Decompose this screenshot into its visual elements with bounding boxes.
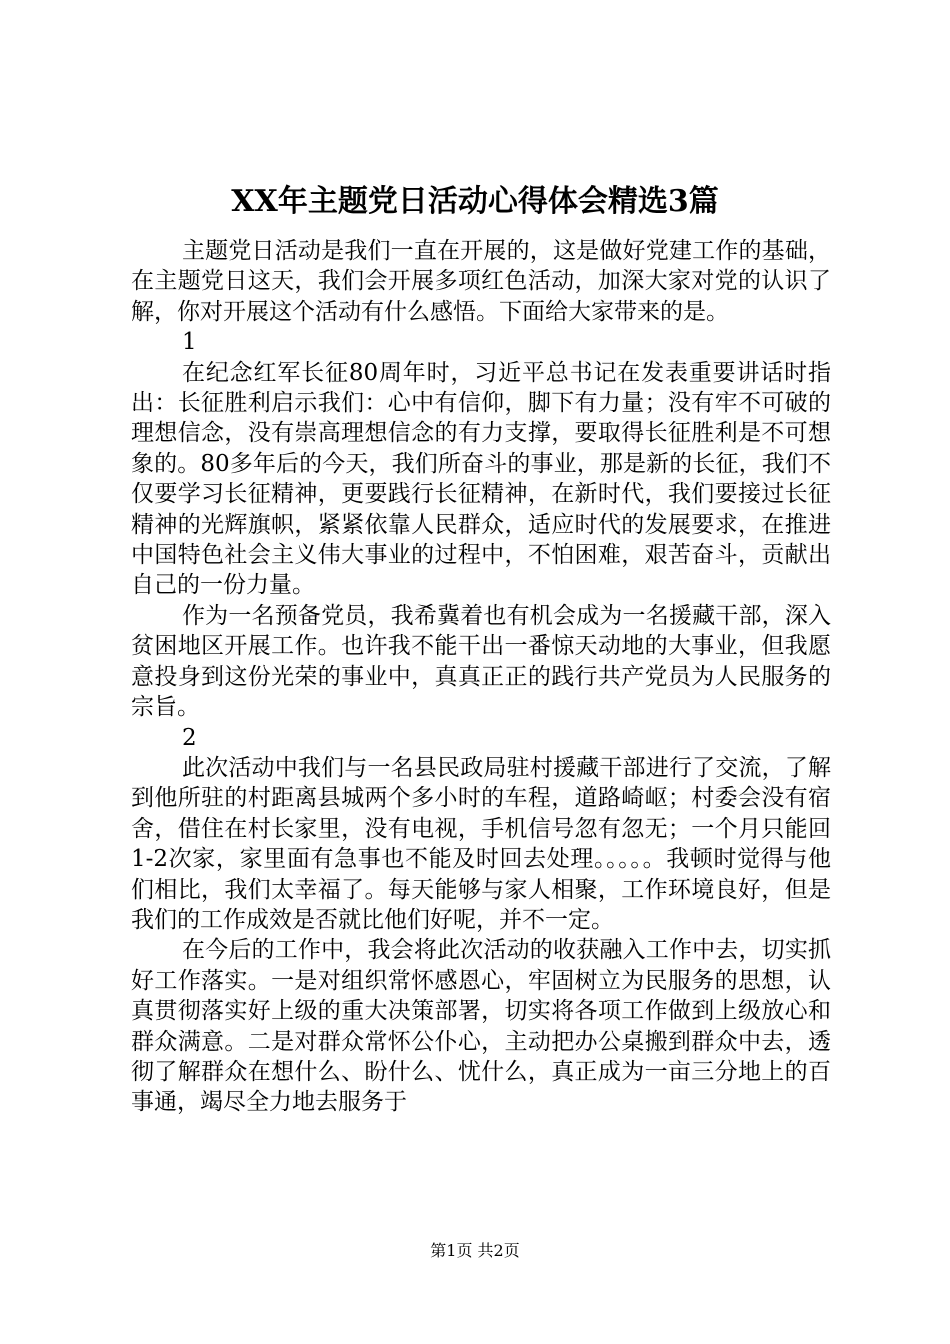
section1-paragraph-2: 作为一名预备党员，我希冀着也有机会成为一名援藏干部，深入贫困地区开展工作。也许我不能干出一番惊天动地的大事业，但我愿意投身到这份光荣的事业中，真真正正的践行共产党员为人民服务的宗旨。 — [131, 602, 831, 721]
intro-paragraph: 主题党日活动是我们一直在开展的，这是做好党建工作的基础，在主题党日这天，我们会开展多项红色活动，加深大家对党的认识了解，你对开展这个活动有什么感悟。下面给大家带来的是。 — [131, 238, 831, 325]
document-title: XX年主题党日活动心得体会精选3篇 — [231, 184, 719, 219]
document-body — [131, 236, 831, 1118]
section2-paragraph-1: 此次活动中我们与一名县民政局驻村援藏干部进行了交流，了解到他所驻的村距离县城两个多小时的车程，道路崎岖；村委会没有宿舍，借住在村长家里，没有电视，手机信号忽有忽无；一个月只能回1-2次家，家里面有急事也不能及时回去处理。。。。。我顿时觉得与他们相比，我们太幸福了。每天能够与家人相聚，工作环境良好，但是我们的工作成效是否就比他们好呢，并不一定。 — [131, 754, 831, 933]
section1-paragraph-1: 在纪念红军长征80周年时，习近平总书记在发表重要讲话时指出：长征胜利启示我们：心中有信仰，脚下有力量；没有牢不可破的理想信念，没有崇高理想信念的有力支撑，要取得长征胜利是不可想象的。80多年后的今天，我们所奋斗的事业，那是新的长征，我们不仅要学习长征精神，更要践行长征精神，在新时代，我们要接过长征精神的光辉旗帜，紧紧依靠人民群众，适应时代的发展要求，在推进中国特色社会主义伟大事业的过程中，不怕困难，艰苦奋斗，贡献出自己的一份力量。 — [131, 359, 831, 599]
page-footer: 第1页 共2页 — [430, 1241, 520, 1260]
section-number-1: 1 — [182, 329, 197, 356]
section-number-2: 2 — [182, 724, 197, 751]
section2-paragraph-2: 在今后的工作中，我会将此次活动的收获融入工作中去，切实抓好工作落实。一是对组织常怀感恩心，牢固树立为民服务的思想，认真贯彻落实好上级的重大决策部署，切实将各项工作做到上级放心和群众满意。二是对群众常怀公仆心，主动把办公桌搬到群众中去，透彻了解群众在想什么、盼什么、忧什么，真正成为一亩三分地上的百事通，竭尽全力地去服务于 — [131, 937, 831, 1116]
